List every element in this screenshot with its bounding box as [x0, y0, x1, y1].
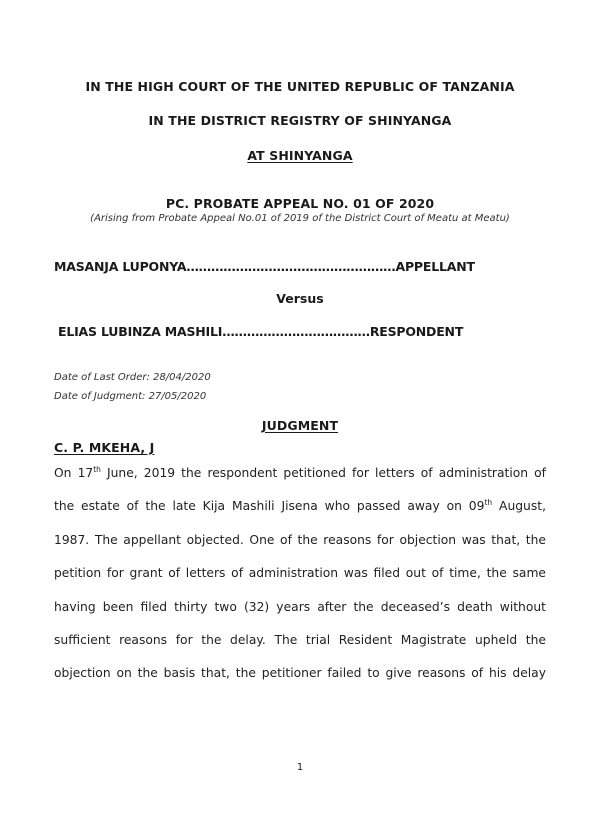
location-text: AT SHINYANGA: [247, 148, 353, 163]
line2-sup: th: [484, 497, 493, 507]
line1-post: June, 2019 the respondent petitioned for letters of administration of: [100, 466, 546, 480]
paragraph-line-6: sufficient reasons for the delay. The trial Resident Magistrate upheld the: [54, 633, 546, 647]
court-heading: IN THE HIGH COURT OF THE UNITED REPUBLIC OF TANZANIA: [85, 79, 515, 94]
paragraph-line-2: [54, 499, 546, 513]
judgment-title-text: JUDGMENT: [261, 418, 339, 433]
case-number: PC. PROBATE APPEAL NO. 01 OF 2020: [165, 196, 435, 211]
paragraph-line-7: objection on the basis that, the petitioner failed to give reasons of his delay: [54, 666, 546, 680]
line2-post: August,: [492, 499, 546, 513]
paragraph-line-4: petition for grant of letters of administration was filed out of time, the same: [54, 566, 546, 580]
paragraph-line-5: having been filed thirty two (32) years after the deceased’s death without: [54, 600, 546, 614]
respondent-line: ELIAS LUBINZA MASHILI………………………………RESPONDENT: [58, 324, 464, 339]
judgment-title: [0, 418, 600, 433]
line1-pre: On 17: [54, 466, 94, 480]
line1-sup: th: [93, 464, 101, 474]
registry-heading: IN THE DISTRICT REGISTRY OF SHINYANGA: [148, 113, 452, 128]
paragraph-line-1: [54, 466, 546, 480]
date-last-order: Date of Last Order: 28/04/2020: [54, 372, 211, 383]
line2-pre: the estate of the late Kija Mashili Jisena who passed away on 09: [54, 499, 485, 513]
judge-name: [54, 440, 154, 455]
paragraph-line-3: 1987. The appellant objected. One of the reasons for objection was that, the: [54, 533, 546, 547]
arising-note: (Arising from Probate Appeal No.01 of 2019 of the District Court of Meatu at Meatu): [90, 213, 510, 224]
location-heading: [0, 148, 600, 163]
versus-label: Versus: [276, 291, 324, 306]
appellant-line: MASANJA LUPONYA……………………………………………APPELLANT: [54, 259, 475, 274]
date-judgment: Date of Judgment: 27/05/2020: [54, 391, 207, 402]
page-number: 1: [296, 762, 304, 773]
judge-name-text: C. P. MKEHA, J: [54, 440, 155, 455]
